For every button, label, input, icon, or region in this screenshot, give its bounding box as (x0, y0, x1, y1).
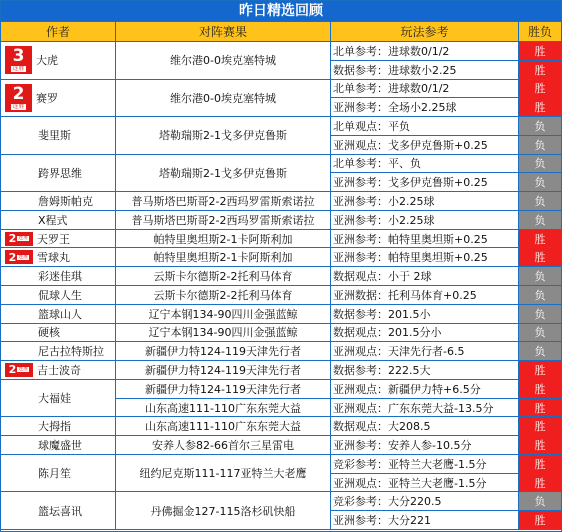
play-cell: 亚洲参考：帕特里奥坦斯+0.25 (331, 248, 519, 267)
author-cell (1, 211, 116, 230)
result-badge: 胜 (519, 511, 561, 530)
play-cell: 数据观点：小于 2球 (331, 267, 519, 286)
match-cell: 新疆伊力特124-119天津先行者 (116, 361, 331, 380)
match-cell: 维尔港0-0埃克塞特城 (116, 42, 331, 80)
header-play: 玩法参考 (331, 22, 519, 41)
match-cell: 塔勒瑞斯2-1戈多伊克鲁斯 (116, 155, 331, 193)
streak-badge (5, 232, 33, 246)
play-cell: 亚洲参考：安养人参-10.5分 (331, 436, 519, 455)
match-cell: 云斯卡尔德斯2-2托利马体育 (116, 286, 331, 305)
author-name: 硬核 (38, 326, 60, 340)
author-name: 篮坛喜讯 (38, 504, 82, 518)
play-cell: 亚洲参考：全场小2.25球 (331, 98, 519, 117)
author-name: 天罗王 (37, 232, 70, 246)
author-cell (1, 192, 116, 211)
match-cell: 帕特里奥坦斯2-1卡阿斯利加 (116, 248, 331, 267)
streak-label: 连胜 (12, 102, 25, 110)
streak-badge (5, 84, 32, 112)
streak-label: 连胜 (18, 253, 29, 260)
author-name: 大福娃 (38, 392, 71, 406)
result-badge: 胜 (519, 248, 561, 267)
author-name: 吉士波奇 (37, 363, 81, 377)
play-cell: 数据参考：201.5小 (331, 305, 519, 324)
play-cell: 北单观点：平负 (331, 117, 519, 136)
author-name: 球魔盛世 (38, 439, 82, 453)
streak-badge (5, 363, 33, 377)
play-cell: 亚洲参考：大分221 (331, 511, 519, 530)
author-name: 雪球丸 (37, 251, 70, 265)
author-name: 赛罗 (36, 91, 58, 105)
result-badge: 胜 (519, 80, 561, 99)
play-cell: 亚洲观点：广东东莞大益-13.5分 (331, 399, 519, 418)
author-cell (1, 248, 116, 267)
match-cell: 辽宁本钢134-90四川金强蓝鲸 (116, 324, 331, 343)
match-cell: 维尔港0-0埃克塞特城 (116, 80, 331, 118)
match-cell: 塔勒瑞斯2-1戈多伊克鲁斯 (116, 117, 331, 155)
author-name: X程式 (38, 213, 68, 227)
result-badge: 胜 (519, 455, 561, 474)
result-badge: 负 (519, 155, 561, 174)
result-badge: 负 (519, 492, 561, 511)
author-cell (1, 42, 116, 80)
table-header (1, 22, 561, 42)
play-cell: 亚洲观点：新疆伊力特+6.5分 (331, 380, 519, 399)
author-cell (1, 267, 116, 286)
match-cell: 山东高速111-110广东东莞大益 (116, 417, 331, 436)
result-badge: 胜 (519, 399, 561, 418)
result-badge: 负 (519, 173, 561, 192)
author-name: 尼古拉特斯拉 (38, 345, 104, 359)
result-badge: 负 (519, 342, 561, 361)
match-cell: 云斯卡尔德斯2-2托利马体育 (116, 267, 331, 286)
play-cell: 亚洲观点：天津先行者-6.5 (331, 342, 519, 361)
result-badge: 负 (519, 305, 561, 324)
author-cell (1, 492, 116, 530)
author-name: 斐里斯 (38, 129, 71, 143)
author-cell (1, 361, 116, 380)
author-cell (1, 155, 116, 193)
result-badge: 负 (519, 324, 561, 343)
author-cell (1, 117, 116, 155)
match-cell: 普马斯塔巴斯哥2-2西玛罗雷斯索诺拉 (116, 192, 331, 211)
streak-badge (5, 250, 33, 264)
author-name: 侃球人生 (38, 288, 82, 302)
result-badge: 负 (519, 136, 561, 155)
play-cell: 亚洲参考：帕特里奥坦斯+0.25 (331, 230, 519, 249)
author-cell (1, 80, 116, 118)
play-cell: 亚洲观点：亚特兰大老鹰-1.5分 (331, 474, 519, 493)
play-cell: 数据观点：大208.5 (331, 417, 519, 436)
header-author: 作者 (1, 22, 116, 41)
result-badge: 胜 (519, 417, 561, 436)
result-badge: 胜 (519, 436, 561, 455)
author-cell (1, 455, 116, 493)
result-badge: 胜 (519, 230, 561, 249)
match-cell: 纽约尼克斯111-117亚特兰大老鹰 (116, 455, 331, 493)
author-name: 詹姆斯帕克 (38, 195, 93, 209)
streak-label: 连胜 (12, 65, 25, 73)
play-cell: 北单参考：进球数0/1/2 (331, 80, 519, 99)
play-cell: 亚洲参考：小2.25球 (331, 211, 519, 230)
result-badge: 负 (519, 267, 561, 286)
streak-count: 2 (8, 363, 17, 377)
match-cell: 辽宁本钢134-90四川金强蓝鲸 (116, 305, 331, 324)
table-title: 昨日精选回顾 (1, 1, 561, 22)
header-result: 胜负 (527, 25, 552, 39)
match-cell: 安养人参82-66首尔三星雷电 (116, 436, 331, 455)
play-cell: 亚洲观点：戈多伊克鲁斯+0.25 (331, 136, 519, 155)
author-cell (1, 324, 116, 343)
play-cell: 数据参考：进球数小2.25 (331, 61, 519, 80)
author-cell (1, 342, 116, 361)
author-name: 彩迷佳琪 (38, 270, 82, 284)
match-cell: 新疆伊力特124-119天津先行者 (116, 380, 331, 399)
play-cell: 竞彩参考：大分220.5 (331, 492, 519, 511)
result-badge: 胜 (519, 361, 561, 380)
play-cell: 竞彩参考：亚特兰大老鹰-1.5分 (331, 455, 519, 474)
match-cell: 丹佛掘金127-115洛杉矶快船 (116, 492, 331, 530)
play-cell: 亚洲数据：托利马体育+0.25 (331, 286, 519, 305)
result-badge: 负 (519, 211, 561, 230)
author-cell (1, 286, 116, 305)
play-cell: 亚洲参考：戈多伊克鲁斯+0.25 (331, 173, 519, 192)
author-cell (1, 230, 116, 249)
streak-badge (5, 46, 32, 74)
author-cell (1, 436, 116, 455)
author-cell (1, 305, 116, 324)
author-name: 篮球山人 (38, 307, 82, 321)
streak-label: 连胜 (18, 366, 29, 373)
author-name: 跨界思维 (38, 166, 82, 180)
streak-count: 2 (8, 232, 17, 246)
streak-count: 2 (8, 250, 17, 264)
result-badge: 胜 (519, 42, 561, 61)
match-cell: 山东高速111-110广东东莞大益 (116, 399, 331, 418)
result-badge: 负 (519, 117, 561, 136)
match-cell: 新疆伊力特124-119天津先行者 (116, 342, 331, 361)
play-cell: 数据观点：201.5分小 (331, 324, 519, 343)
result-badge: 负 (519, 192, 561, 211)
streak-count: 3 (12, 46, 25, 67)
header-match: 对阵赛果 (116, 22, 331, 41)
match-cell: 帕特里奥坦斯2-1卡阿斯利加 (116, 230, 331, 249)
table-body (1, 42, 561, 530)
play-cell: 北单参考：平、负 (331, 155, 519, 174)
author-name: 陈月笙 (38, 467, 71, 481)
result-badge: 负 (519, 286, 561, 305)
author-cell (1, 380, 116, 418)
author-name: 大虎 (36, 54, 58, 68)
play-cell: 亚洲参考：小2.25球 (331, 192, 519, 211)
play-cell: 北单参考：进球数0/1/2 (331, 42, 519, 61)
result-badge: 胜 (519, 98, 561, 117)
author-cell (1, 417, 116, 436)
streak-count: 2 (12, 83, 25, 104)
result-badge: 胜 (519, 474, 561, 493)
match-cell: 普马斯塔巴斯哥2-2西玛罗雷斯索诺拉 (116, 211, 331, 230)
result-badge: 胜 (519, 61, 561, 80)
streak-label: 连胜 (18, 235, 29, 242)
result-badge: 胜 (519, 380, 561, 399)
author-name: 大拇指 (38, 420, 71, 434)
play-cell: 数据参考：222.5大 (331, 361, 519, 380)
